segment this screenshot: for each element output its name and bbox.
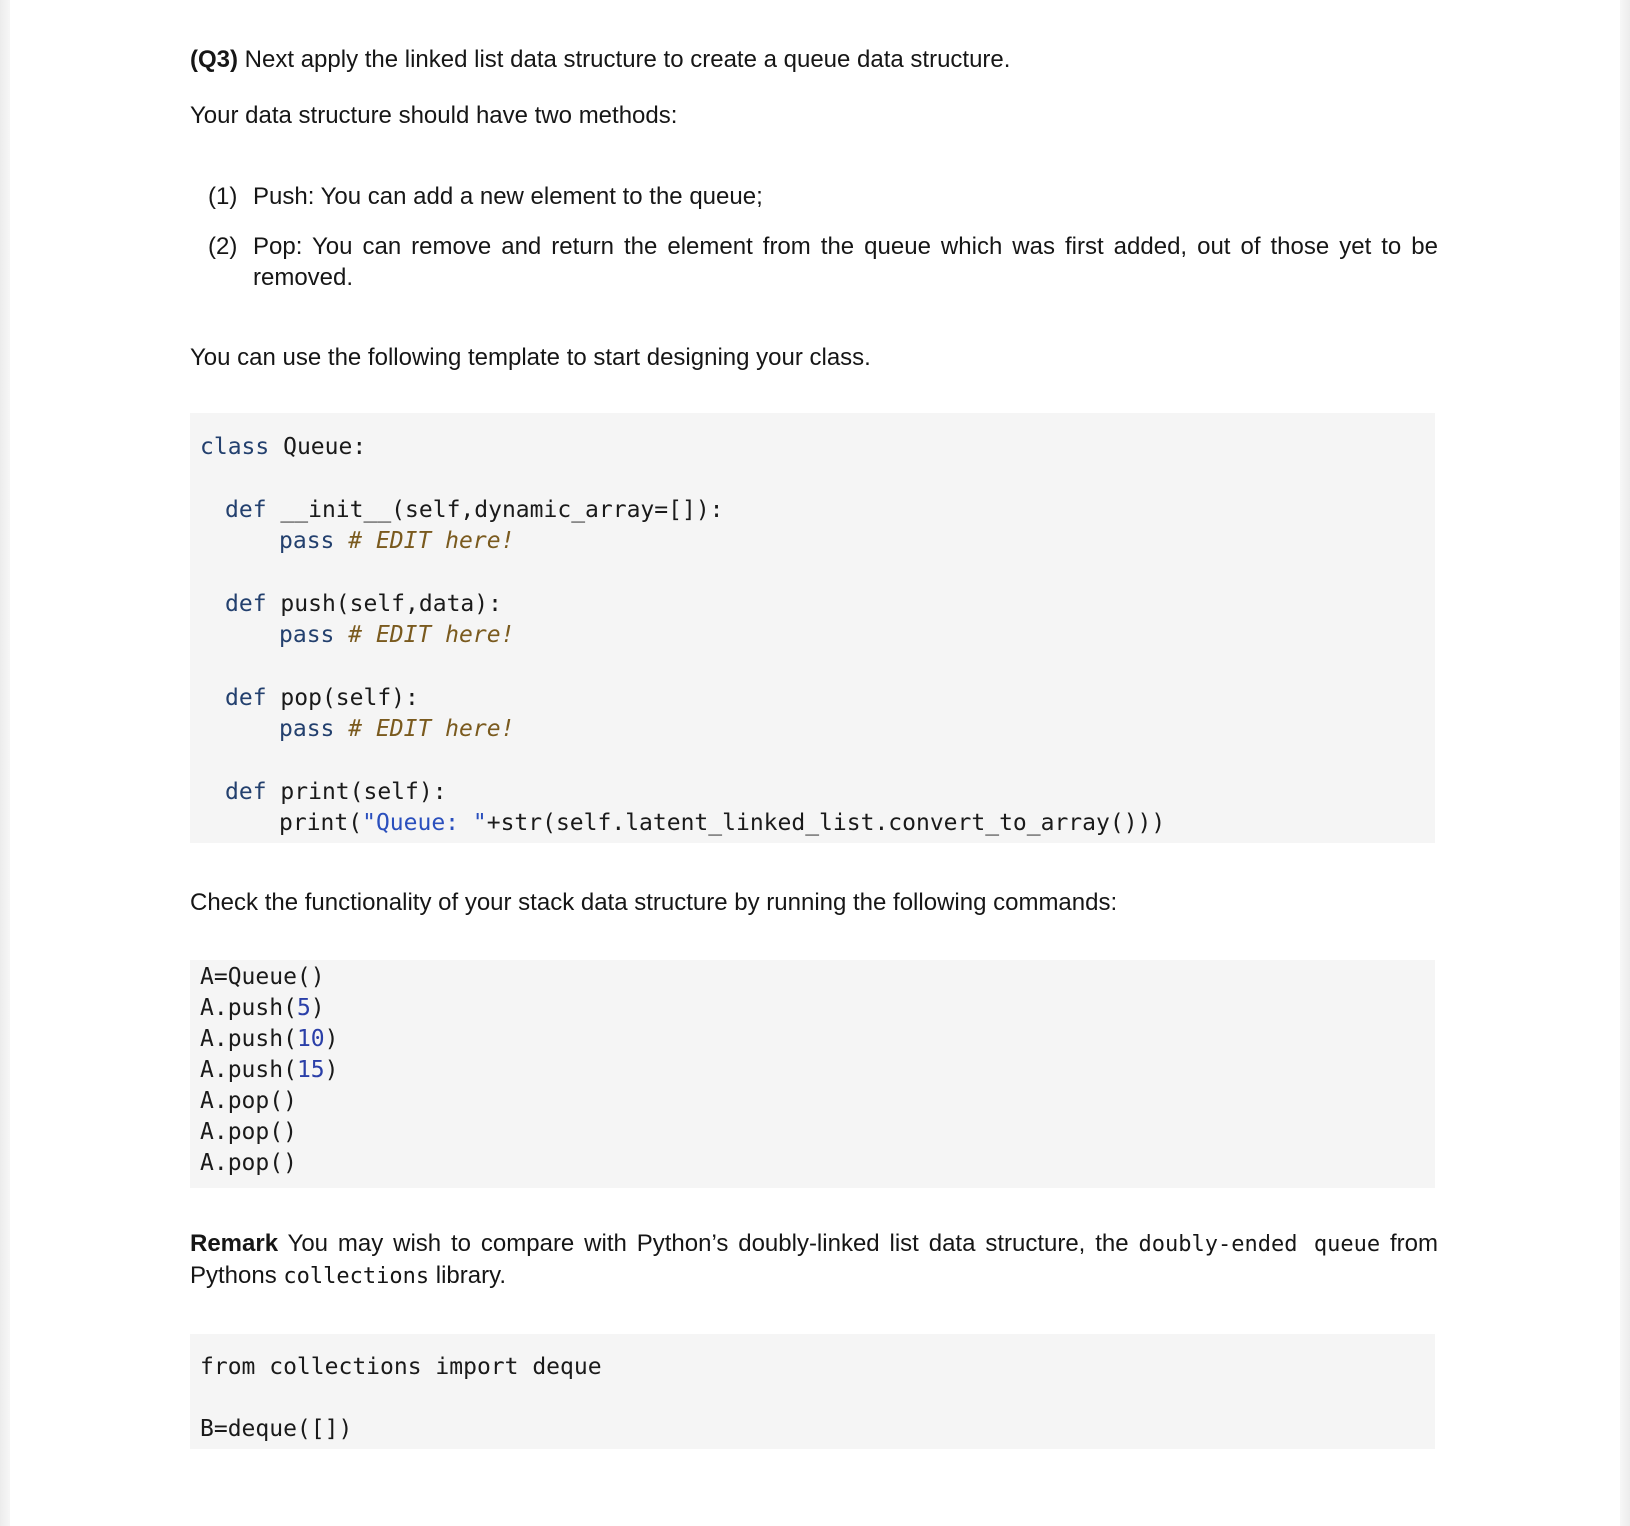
code-line-pop-body (279, 714, 514, 745)
keyword-pass: pass (279, 716, 335, 742)
class-name: Queue: (283, 434, 367, 460)
question-heading (190, 44, 1010, 75)
code-comment: # EDIT here! (348, 716, 515, 742)
inline-code: doubly-ended queue (1138, 1232, 1381, 1257)
code-line-class (200, 432, 366, 463)
page-edge-left (0, 0, 10, 1526)
keyword-pass: pass (279, 528, 335, 554)
push-value: 15 (296, 1057, 325, 1083)
keyword-def: def (225, 685, 267, 711)
push-prefix: A.push( (200, 1026, 297, 1052)
command-line: A.pop() (200, 1088, 297, 1114)
deque-line: B=deque([]) (200, 1416, 353, 1442)
push-value: 10 (296, 1026, 325, 1052)
code-line-push-def (225, 589, 502, 620)
keyword-class: class (200, 434, 270, 460)
inline-code: collections (283, 1264, 430, 1289)
code-line-push-body (279, 620, 514, 651)
command-line: A.pop() (200, 1119, 297, 1145)
print-call-end: +str(self.latent_linked_list.convert_to_array())) (486, 810, 1166, 836)
print-signature: print(self): (280, 779, 447, 805)
keyword-def: def (225, 497, 267, 523)
keyword-def: def (225, 591, 267, 617)
document-page (10, 0, 1620, 1526)
push-prefix: A.push( (200, 1057, 297, 1083)
method-text: Pop: You can remove and return the element from the queue which was first added, out of those yet to be removed. (253, 233, 1438, 291)
method-number: (1) (208, 183, 238, 210)
remark-text: You may wish to compare with Python’s doubly-linked list data structure, the (287, 1230, 1129, 1257)
code-comment: # EDIT here! (348, 528, 515, 554)
print-call-start: print( (279, 810, 363, 836)
remark-paragraph (190, 1228, 1438, 1292)
method-text: Push: You can add a new element to the queue; (253, 183, 763, 210)
code-line-print-body (279, 808, 1165, 839)
close-paren: ) (310, 995, 325, 1021)
keyword-def: def (225, 779, 267, 805)
check-intro: Check the functionality of your stack data structure by running the following commands: (190, 889, 1118, 916)
remark-label: Remark (190, 1230, 279, 1257)
template-intro: You can use the following template to start designing your class. (190, 344, 871, 371)
command-line: A.pop() (200, 1150, 297, 1176)
remark-text: from Pythons (190, 1230, 1439, 1289)
question-label: (Q3) (190, 46, 238, 73)
page-edge-right (1620, 0, 1630, 1526)
print-string-literal: "Queue: " (362, 810, 487, 836)
command-line: A=Queue() (200, 964, 325, 990)
pop-signature: pop(self): (280, 685, 419, 711)
init-signature: __init__(self,dynamic_array=[]): (280, 497, 724, 523)
command-line (200, 1055, 339, 1086)
code-line-pop-def (225, 683, 419, 714)
push-value: 5 (296, 995, 311, 1021)
code-line-init-def (225, 495, 724, 526)
commands-code-block (190, 960, 1435, 1188)
method-number: (2) (208, 233, 238, 260)
import-line: from collections import deque (200, 1354, 602, 1380)
code-line-print-def (225, 777, 447, 808)
close-paren: ) (324, 1057, 339, 1083)
intro-text: Your data structure should have two methods: (190, 102, 678, 129)
close-paren: ) (324, 1026, 339, 1052)
code-comment: # EDIT here! (348, 622, 515, 648)
question-text: Next apply the linked list data structure to create a queue data structure. (244, 46, 1011, 73)
remark-text: library. (435, 1262, 506, 1289)
push-signature: push(self,data): (280, 591, 502, 617)
push-prefix: A.push( (200, 995, 297, 1021)
command-line (200, 1024, 339, 1055)
command-line (200, 993, 325, 1024)
keyword-pass: pass (279, 622, 335, 648)
code-line-init-body (279, 526, 514, 557)
